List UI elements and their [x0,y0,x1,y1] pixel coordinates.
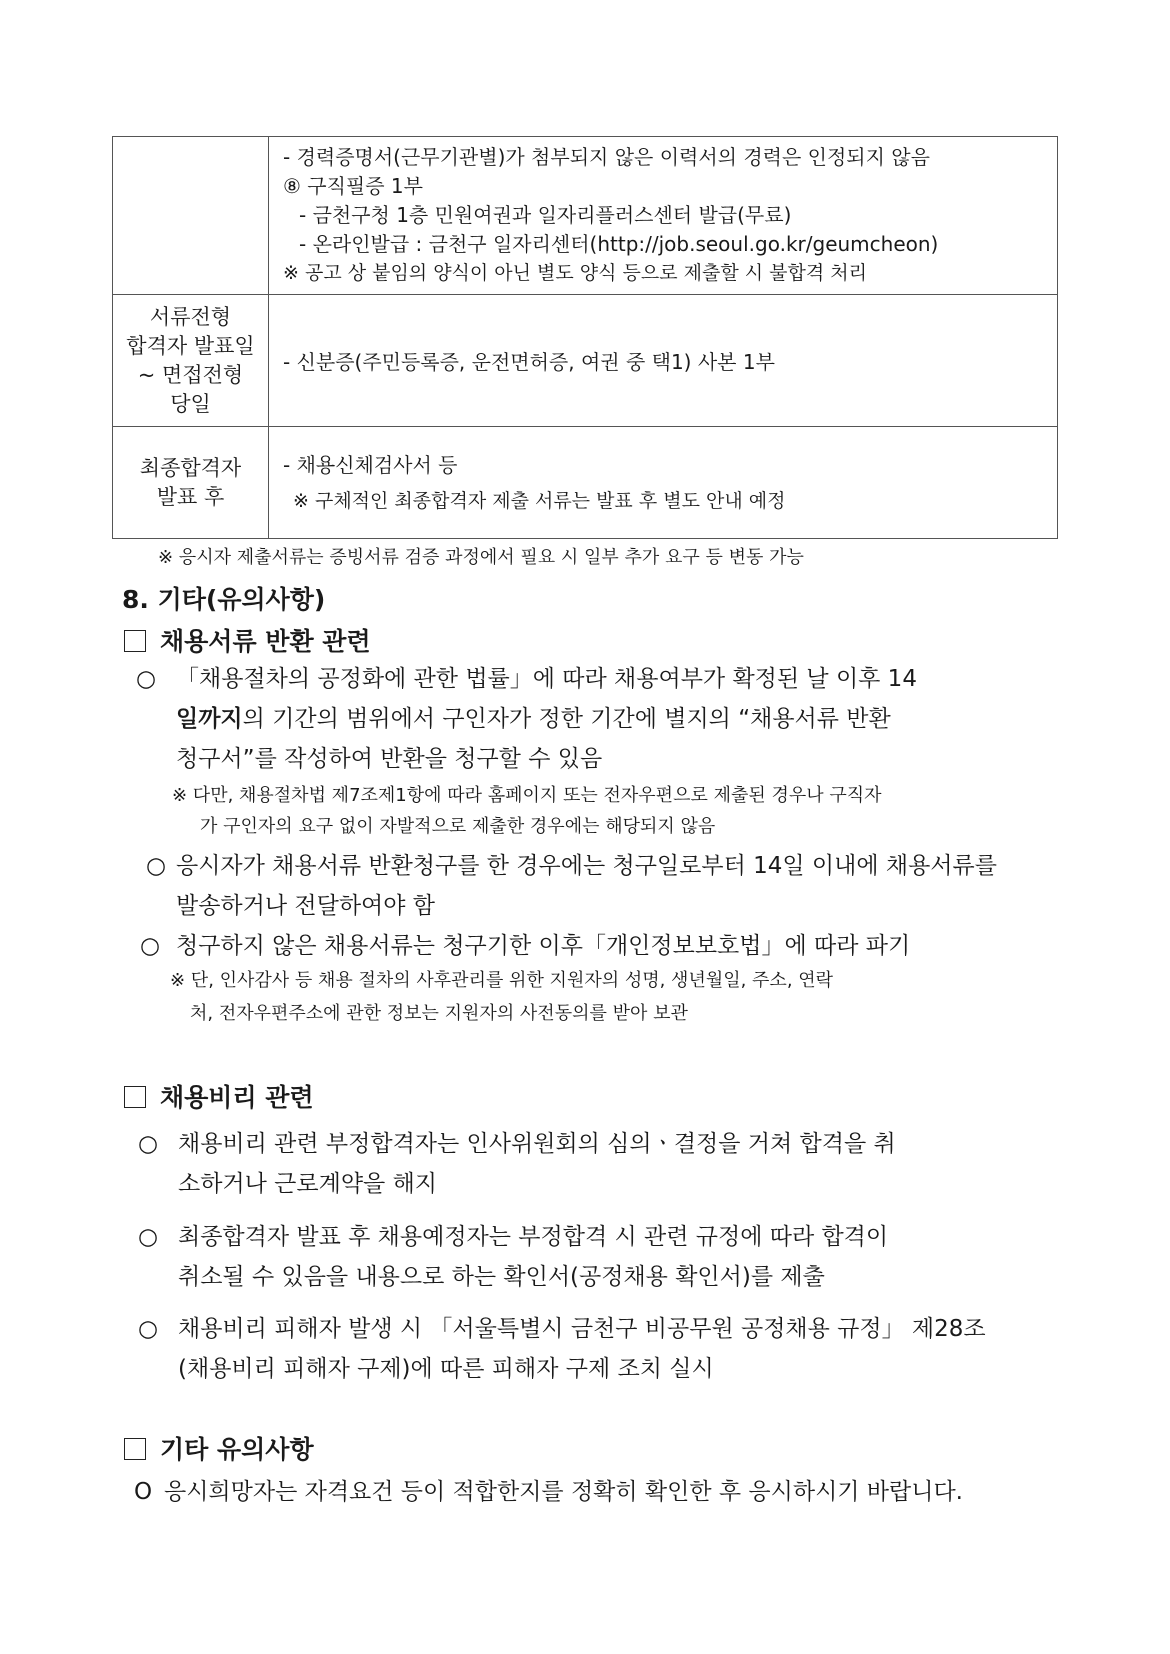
circle-bullet-icon: ○ [136,666,157,692]
job-cert-offline: - 금천구청 1층 민원여권과 일자리플러스센터 발급(무료) [299,203,792,227]
checkbox-square-icon [124,630,146,652]
checkbox-square-icon [124,1438,146,1460]
circle-bullet-icon: ○ [146,853,167,879]
table-row [113,427,1058,539]
subsection-title: 기타 유의사항 [124,1430,314,1466]
form-warning: ※ 공고 상 붙임의 양식이 아닌 별도 양식 등으로 제출할 시 불합격 처리 [283,262,867,284]
sub-note-continued: 처, 전자우편주소에 관한 정보는 지원자의 사전동의를 받아 보관 [190,1003,688,1024]
circle-bullet-icon: ○ [138,1131,159,1157]
row3-label: 최종합격자 발표 후 [113,427,269,539]
subsection-title: 채용서류 반환 관련 [124,622,371,658]
checkbox-square-icon [124,1086,146,1108]
submission-documents-table [112,136,1058,539]
sub-note: ※ 단, 인사감사 등 채용 절차의 사후관리를 위한 지원자의 성명, 생년월일, 주소, 연락 [170,970,834,991]
table-row [113,137,1058,295]
row2-content: - 신분증(주민등록증, 운전면허증, 여권 중 택1) 사본 1부 [269,295,1058,427]
job-cert-online: - 온라인발급 : 금천구 일자리센터(http://job.seoul.go.kr/geumcheon) [299,232,939,256]
empty-label-cell [113,137,269,295]
subsection-title: 채용비리 관련 [124,1078,314,1114]
row3-content: - 채용신체검사서 등 ※ 구체적인 최종합격자 제출 서류는 발표 후 별도 안내 예정 [269,427,1058,539]
circle-bullet-icon: ○ [138,1224,159,1250]
sub-note: ※ 다만, 채용절차법 제7조제1항에 따라 홈페이지 또는 전자우편으로 제출된 경우나 구직자 [172,785,882,806]
document-page: - 경력증명서(근무기관별)가 첨부되지 않은 이력서의 경력은 인정되지 않음 ⑧ 구직필증 1부 - 금천구청 1층 민원여권과 일자리플러스센터 발급(무료) - 온라인발급 : 금천구 일자리센터(http://job.seoul.go.kr/geumcheon) ※ 공고 상 붙임의 양식이 아닌 별도 양식 등으로 제출할 시 불합격 처리 서류전형 합격자 발표일 ~ 면접전형 당일 - 신분증(주민등록증, 운전면허증, 여권 중 택1) 사본 1부 최종합격자 발표 후 - 채용신체검사서 등 ※ 구체적인 최종합격자 제출 서류는 발표 후 별도 안내 예정 ※ 응시자 제출서류는 증빙서류 검증 과정에서 필요 시 일부 추가 요구 등 변동 가능 8. 기타(유의사항) 채용서류 반환 관련 ○ 「채용절차의 공정화에 관한 법률」에 따라 채용여부가 확정된 날 이후 14 일까지의 기간의 범위에서 구인자가 정한 기간에 별지의 “채용서류 반환 청구서”를 작성하여 반환을 청구할 수 있음 ※ 다만, 채용절차법 제7조제1항에 따라 홈페이지 또는 전자우편으로 제출된 경우나 구직자 가 구인자의 요구 없이 자발적으로 제출한 경우에는 해당되지 않음 ○ 응시자가 채용서류 반환청구를 한 경우에는 청구일로부터 14일 이내에 채용서류를 발송하거나 전달하여야 함 ○ 청구하지 않은 채용서류는 청구기한 이후「개인정보보호법」에 따라 파기 ※ 단, 인사감사 등 채용 절차의 사후관리를 위한 지원자의 성명, 생년월일, 주소, 연락 처, 전자우편주소에 관한 정보는 지원자의 사전동의를 받아 보관 채용비리 관련 ○ 채용비리 관련 부정합격자는 인사위원회의 심의ㆍ결정을 거쳐 합격을 취 소하거나 근로계약을 해지 ○ 최종합격자 발표 후 채용예정자는 부정합격 시 관련 규정에 따라 합격이 취소될 수 있음을 내용으로 하는 확인서(공정채용 확인서)를 제출 ○ 채용비리 피해자 발생 시 「서울특별시 금천구 비공무원 공정채용 규정」 제28조 (채용비리 피해자 구제)에 따른 피해자 구제 조치 실시 기타 유의사항 O 응시희망자는 자격요건 등이 적합한지를 정확히 확인한 후 응시하시기 바랍니다. [0,0,1170,1654]
job-cert-item: ⑧ 구직필증 1부 [283,174,423,198]
sub-note-continued: 가 구인자의 요구 없이 자발적으로 제출한 경우에는 해당되지 않음 [200,816,716,837]
row1-content [269,137,1058,295]
circle-bullet-icon: ○ [138,1316,159,1342]
table-note: ※ 응시자 제출서류는 증빙서류 검증 과정에서 필요 시 일부 추가 요구 등 변동 가능 [158,547,804,568]
circle-bullet-icon: ○ [140,933,161,959]
circle-bullet-icon: O [134,1479,153,1505]
table-row [113,295,1058,427]
section-heading: 8. 기타(유의사항) [122,585,326,614]
career-cert-note: - 경력증명서(근무기관별)가 첨부되지 않은 이력서의 경력은 인정되지 않음 [283,145,930,169]
row2-label: 서류전형 합격자 발표일 ~ 면접전형 당일 [113,295,269,427]
